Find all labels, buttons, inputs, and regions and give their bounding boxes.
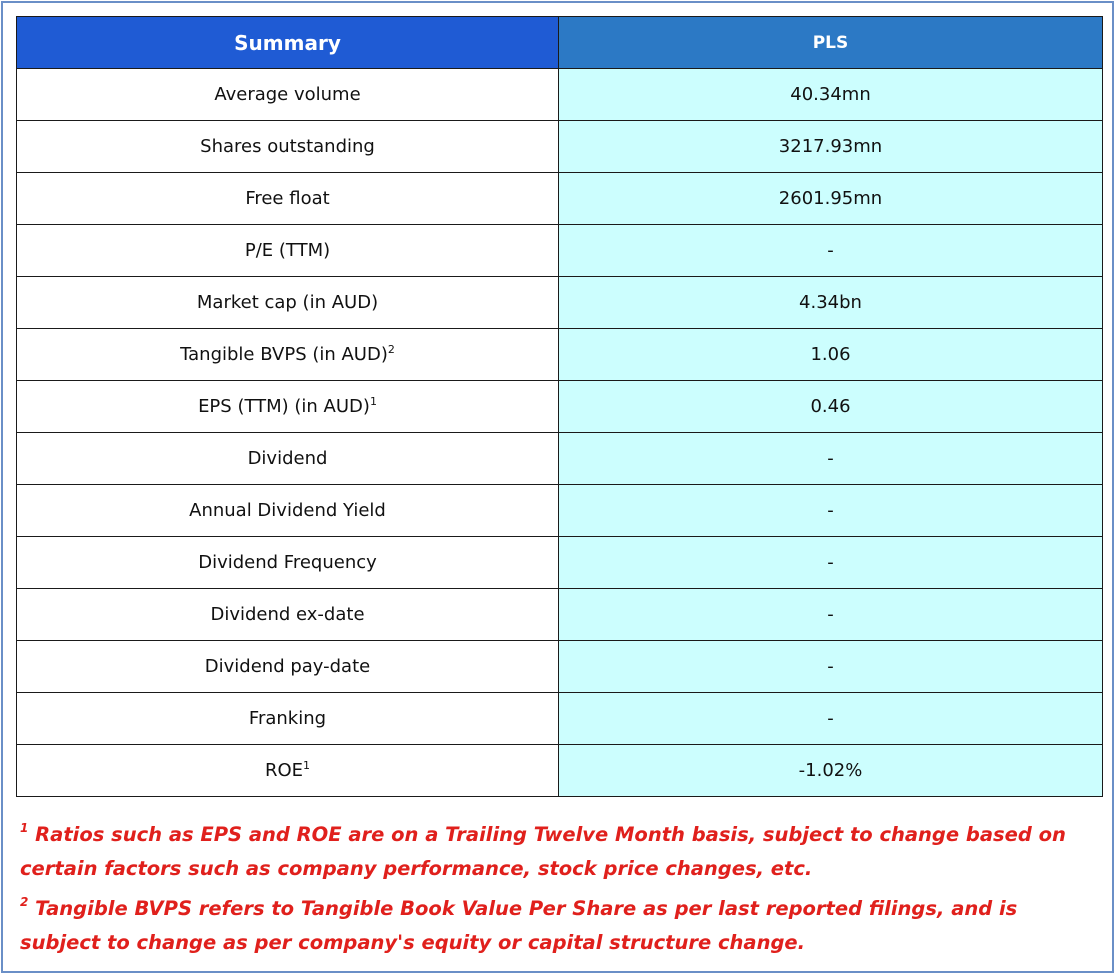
row-label: Shares outstanding bbox=[17, 121, 559, 173]
row-label: Dividend bbox=[17, 433, 559, 485]
table-row bbox=[17, 589, 1103, 641]
table-header-row bbox=[17, 17, 1103, 69]
row-value: - bbox=[559, 485, 1103, 537]
table-row bbox=[17, 433, 1103, 485]
row-label: Franking bbox=[17, 693, 559, 745]
row-value: - bbox=[559, 589, 1103, 641]
table-row bbox=[17, 641, 1103, 693]
row-label: Annual Dividend Yield bbox=[17, 485, 559, 537]
row-value: 0.46 bbox=[559, 381, 1103, 433]
table-row bbox=[17, 381, 1103, 433]
row-value: 2601.95mn bbox=[559, 173, 1103, 225]
row-value: -1.02% bbox=[559, 745, 1103, 797]
row-value: - bbox=[559, 433, 1103, 485]
row-label: Average volume bbox=[17, 69, 559, 121]
table-row bbox=[17, 225, 1103, 277]
table-row bbox=[17, 745, 1103, 797]
row-label: Dividend Frequency bbox=[17, 537, 559, 589]
footnote-marker: 2 bbox=[387, 343, 395, 356]
header-ticker: PLS bbox=[559, 17, 1103, 69]
table-row bbox=[17, 537, 1103, 589]
table-row bbox=[17, 277, 1103, 329]
summary-table bbox=[16, 16, 1103, 797]
row-label: ROE$^1$ bbox=[17, 745, 559, 797]
row-label: P/E (TTM) bbox=[17, 225, 559, 277]
row-value: 3217.93mn bbox=[559, 121, 1103, 173]
row-value: - bbox=[559, 225, 1103, 277]
row-value: - bbox=[559, 537, 1103, 589]
footnote-mark: 1 bbox=[20, 821, 29, 835]
row-label: Market cap (in AUD) bbox=[17, 277, 559, 329]
row-label: Tangible BVPS (in AUD)$^2$ bbox=[17, 329, 559, 381]
row-label: Dividend ex-date bbox=[17, 589, 559, 641]
row-label: Free float bbox=[17, 173, 559, 225]
table-row bbox=[17, 69, 1103, 121]
footnote-marker: 1 bbox=[369, 395, 377, 408]
row-label: Dividend pay-date bbox=[17, 641, 559, 693]
row-value: - bbox=[559, 641, 1103, 693]
footnote-mark: 2 bbox=[20, 895, 29, 909]
footnote-marker: 1 bbox=[303, 759, 311, 772]
table-row bbox=[17, 173, 1103, 225]
row-value: 1.06 bbox=[559, 329, 1103, 381]
table-row bbox=[17, 121, 1103, 173]
table-row bbox=[17, 693, 1103, 745]
footnotes bbox=[20, 818, 1100, 966]
footnote-1: $^1$ Ratios such as EPS and ROE are on a Trailing Twelve Month basis, subject to change based on certain factors such as company performance, stock price changes, etc. bbox=[20, 821, 1066, 880]
row-value: - bbox=[559, 693, 1103, 745]
table-row bbox=[17, 329, 1103, 381]
header-summary: Summary bbox=[17, 17, 559, 69]
row-value: 40.34mn bbox=[559, 69, 1103, 121]
row-label: EPS (TTM) (in AUD)$^1$ bbox=[17, 381, 559, 433]
row-value: 4.34bn bbox=[559, 277, 1103, 329]
table-row bbox=[17, 485, 1103, 537]
footnote-2: $^2$ Tangible BVPS refers to Tangible Book Value Per Share as per last reported filings, and is subject to change as per company's equity or capital structure change. bbox=[20, 895, 1018, 954]
